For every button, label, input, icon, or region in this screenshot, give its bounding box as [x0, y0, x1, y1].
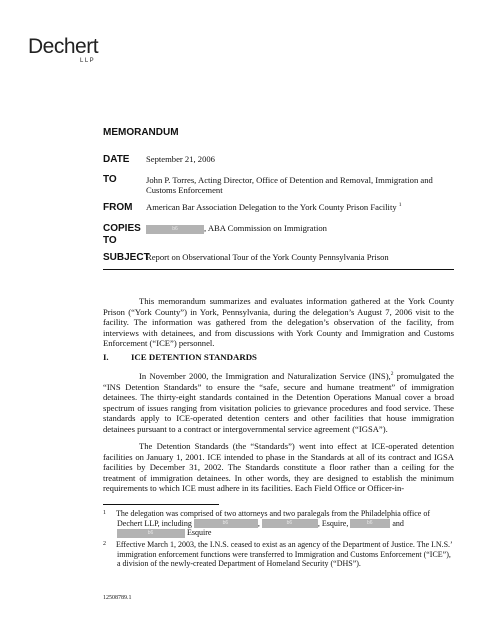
footnote-divider — [103, 504, 219, 505]
from-text: American Bar Association Delegation to the York County Prison Facility — [146, 202, 397, 212]
memo-title: MEMORANDUM — [103, 127, 179, 138]
document-id: 12508789.1 — [103, 595, 132, 601]
footnote-1-comma: , — [257, 518, 260, 528]
effective-date-paragraph: The Detention Standards (the “Standards”) went into effect at ICE-operated detention facilities on January 1, 2001. ICE intended to phase in the Standards at all of its contract and IGSA facilities by December 31, 2002. The Standards constitute a floor rather than a ceiling for the treatment of immigration detainees. In other words, they are designed to establish the minimum requirements to which ICE must adhere in its facilities. Each Field Office or Officer-in- — [103, 441, 454, 494]
to-label: TO — [103, 174, 117, 185]
footnote-2-mark: 2 — [103, 541, 106, 547]
footnote-1-esquire: , Esquire, — [317, 518, 349, 528]
logo-suffix: LLP — [80, 58, 96, 64]
footnote-1-esquire-final: Esquire — [187, 528, 212, 538]
subject-label: SUBJECT — [103, 252, 150, 263]
date-value: September 21, 2006 — [146, 154, 215, 164]
footnote-1-and: and — [392, 518, 404, 528]
header-divider — [103, 269, 454, 270]
redaction-box: b6 — [350, 519, 390, 528]
copies-label: COPIES — [103, 223, 141, 234]
to-value: John P. Torres, Acting Director, Office of Detention and Removal, Immigration and Customs Enforcement — [146, 175, 433, 195]
redaction-box: b6 — [194, 519, 258, 528]
footnote-1-text: The delegation was comprised of two attorneys and two paralegals from the Philadelphia office of Dechert LLP, including — [116, 509, 430, 528]
copies-label-to: TO — [103, 235, 117, 246]
redaction-box: b6 — [117, 529, 185, 538]
logo-wordmark: Dechert — [28, 35, 99, 58]
footnote-ref-1[interactable]: 1 — [398, 202, 402, 209]
standards-text-a: In November 2000, the Immigration and Naturalization Service (INS), — [139, 371, 391, 381]
footnote-ref-2[interactable]: 2 — [390, 371, 394, 378]
redaction-box: b6 — [146, 225, 204, 234]
footnote-1 — [103, 509, 454, 538]
copies-value — [146, 223, 456, 234]
company-logo — [28, 35, 99, 64]
section-number: I. — [103, 352, 109, 362]
footnote-1-mark: 1 — [103, 510, 106, 516]
footnote-2 — [103, 540, 454, 569]
from-value — [146, 202, 456, 212]
copies-text: , ABA Commission on Immigration — [204, 223, 327, 233]
subject-value: Report on Observational Tour of the York County Pennsylvania Prison — [146, 252, 389, 262]
footnote-1-body — [117, 509, 454, 538]
section-heading — [103, 352, 257, 362]
intro-paragraph: This memorandum summarizes and evaluates information gathered at the York County Prison (“York County”) in York, Pennsylvania, during the delegation’s August 7, 2006 visit to the facility. The information was gathered from the delegation’s observation of the facility, from interviews with detainees, and from discussions with York County and Immigration and Customs Enforcement (“ICE”) personnel. — [103, 296, 454, 349]
date-label: DATE — [103, 154, 130, 165]
standards-text-b: promulgated the “INS Detention Standards” to ensure the “safe, secure and humane treatment” of immigration detainees. The thirty-eight standards contained in the Detention Operations Manual cover a broad spectrum of issues ranging from visitation policies to grievance procedures and food service. These standards apply to ICE-operated detention centers and other facilities that house immigration detainees pursuant to a contract or intergovernmental service agreement (“IGSA”). — [103, 371, 454, 434]
section-title: ICE DETENTION STANDARDS — [131, 352, 257, 362]
footnote-2-text: Effective March 1, 2003, the I.N.S. ceased to exist as an agency of the Department of Justice. The I.N.S.’ immigration enforcement functions were transferred to Immigration and Customs Enforcement (“ICE”), a division of the newly-created Department of Homeland Security (“DHS”). — [116, 540, 453, 569]
from-label: FROM — [103, 202, 133, 213]
redaction-box: b6 — [262, 519, 318, 528]
standards-paragraph — [103, 371, 454, 435]
